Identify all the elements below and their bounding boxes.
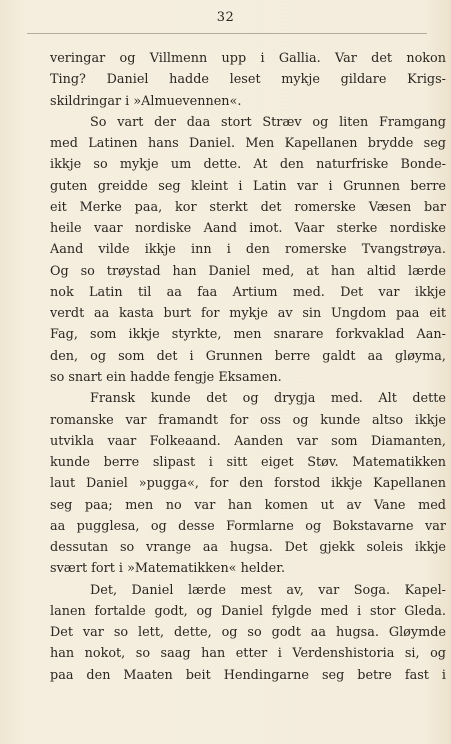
- text-line: romanske var framandt for oss og kunde altso ikkje: [50, 412, 446, 428]
- body-text: [50, 48, 446, 686]
- text-line: Ting? Daniel hadde leset mykje gildare Krigs-: [50, 72, 446, 88]
- text-line: Og so trøystad han Daniel med, at han altid lærde: [50, 263, 446, 279]
- text-line: dessutan so vrange aa hugsa. Det gjekk soleis ikkje: [50, 540, 446, 556]
- text-line: seg paa; men no var han komen ut av Vane med: [50, 497, 446, 513]
- text-line: eit Merke paa, kor sterkt det romerske Væsen bar: [50, 199, 446, 215]
- header-rule: [27, 33, 427, 34]
- text-line: heile vaar nordiske Aand imot. Vaar sterke nordiske: [50, 221, 446, 237]
- text-line: kunde berre slipast i sitt eiget Støv. Matematikken: [50, 455, 446, 471]
- text-line: han nokot, so saag han etter i Verdenshistoria si, og: [50, 646, 446, 662]
- text-line: nok Latin til aa faa Artium med. Det var ikkje: [50, 284, 446, 300]
- text-line: Det var so lett, dette, og so godt aa hugsa. Gløymde: [50, 625, 446, 641]
- text-line: skildringar i »Almuevennen«.: [50, 93, 242, 109]
- text-line: ikkje so mykje um dette. At den naturfriske Bonde-: [50, 157, 446, 173]
- text-line: Det, Daniel lærde mest av, var Soga. Kapel-: [90, 582, 446, 598]
- text-line: laut Daniel »pugga«, for den forstod ikkje Kapellanen: [50, 476, 446, 492]
- text-line: verdt aa kasta burt for mykje av sin Ungdom paa eit: [50, 306, 446, 322]
- text-line: so snart ein hadde fengje Eksamen.: [50, 369, 282, 385]
- text-line: Aand vilde ikkje inn i den romerske Tvangstrøya.: [50, 242, 446, 258]
- text-line: svært fort i »Matematikken« helder.: [50, 561, 286, 577]
- page-number: 32: [216, 10, 235, 25]
- text-line: veringar og Villmenn upp i Gallia. Var det nokon: [50, 51, 446, 66]
- text-line: aa pugglesa, og desse Formlarne og Bokstavarne var: [50, 518, 446, 534]
- text-line: utvikla vaar Folkeaand. Aanden var som Diamanten,: [50, 433, 446, 449]
- text-line: Fag, som ikkje styrkte, men snarare forkvaklad Aan-: [50, 327, 446, 343]
- text-line: den, og som det i Grunnen berre galdt aa gløyma,: [50, 348, 446, 364]
- text-line: med Latinen hans Daniel. Men Kapellanen brydde seg: [50, 136, 446, 152]
- text-line: Fransk kunde det og drygja med. Alt dette: [90, 391, 446, 407]
- text-line: So vart der daa stort Stræv og liten Framgang: [90, 114, 446, 130]
- text-line: paa den Maaten beit Hendingarne seg betre fast i: [50, 667, 446, 683]
- text-line: lanen fortalde godt, og Daniel fylgde med i stor Gleda.: [50, 603, 446, 619]
- text-line: guten greidde seg kleint i Latin var i Grunnen berre: [50, 178, 446, 194]
